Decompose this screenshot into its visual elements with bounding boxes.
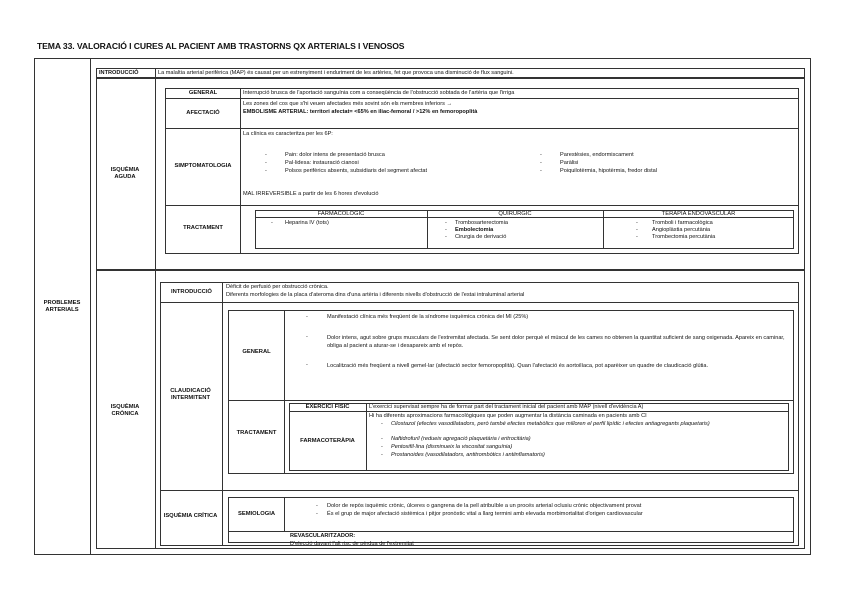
tract-head-endo: TERÀPIA ENDOVASCULAR <box>661 210 736 217</box>
simpt-intro: La clínica es caracteritza per les 6P: <box>243 131 333 137</box>
claud-label: CLAUDICACIÓ INTERMITENT <box>170 388 211 401</box>
afectacio-line1: Les zones del cos que s'hi veuen afectades més sovint són els membres inferiors → <box>243 101 453 107</box>
cronica-intro-label: INTRODUCCIÓ <box>171 289 212 295</box>
tract-endo-3: Trombectomia percutània <box>652 234 716 240</box>
farmaco-item-3: Pentoxifil·lina (disminueix la viscositat sanguínia) <box>391 444 513 450</box>
aguda-general-label: GENERAL <box>188 90 218 96</box>
section-label: PROBLEMES ARTERIALS <box>43 300 81 313</box>
farmaco-item-1: Cilostazol (efectes vasodilatadors, però també efectes metabòlics que milloren el perfil lipídic i efectes antiagregants plaquetaris) <box>391 421 710 427</box>
claud-general-1: Manifestació clínica més freqüent de la síndrome isquèmica crònica del MI (25%) <box>327 314 529 320</box>
tract-quir-3: Cirurgia de derivació <box>455 234 507 240</box>
tract-quir-2: Embolectomia <box>455 227 494 233</box>
afectacio-label: AFECTACIÓ <box>186 110 220 116</box>
simpt-right-2: Paràlisi <box>560 160 579 166</box>
simpt-left-2: Pal·lidesa: instauració cianosi <box>285 160 359 166</box>
aguda-general-text: Interrupció brusca de l'aportació sanguínia com a conseqüència de l'obstrucció sobtada de l'artèria que l'irriga <box>243 90 515 96</box>
claud-general-2: Dolor intens, agut sobre grups musculars de l'extremitat afectada. Se sent dolor perquè el múscul de les cames no obtenen la quantitat suficient de sang oxigenada. Apareix en caminar, obliga al pacient a aturar-se i desapareix amb el repòs. <box>327 335 785 349</box>
semio-label: SEMIOLOGIA <box>237 511 276 517</box>
simpt-right-3: Poiquilotèrmia, hipotèrmia, fredor distal <box>560 168 658 174</box>
claud-general-label: GENERAL <box>242 349 271 355</box>
exercici-text: L'exercici supervisat sempre ha de formar part del tractament inicial del pacient amb MAP (nivell d'evidència A) <box>369 403 644 410</box>
simpt-right-1: Parestèsies, endormiscament <box>560 152 634 158</box>
tract-endo-1: Tromboli i farmacològica <box>652 220 713 226</box>
simpt-left-1: Pain: dolor intens de presentació brusca <box>285 152 385 158</box>
revasc-text: D'elecció davant l'alt risc de pèrdua de l'extremitat <box>290 541 414 547</box>
tract-quir-1: Trombosarterectomia <box>455 220 508 226</box>
tract-farm-1: Heparina IV (tots) <box>285 220 329 226</box>
cronica-intro-line1: Dèficit de perfusió per obstrucció crònica. <box>226 284 329 290</box>
farmaco-item-2: Naftidrofuril (redueix agregació plaquetària i eritrocitària) <box>391 436 531 442</box>
farmaco-label: FARMACOTERÀPIA <box>300 438 355 444</box>
afectacio-line2: EMBOLISME ARTERIAL: territori afectat= <65% en iliac-femoral / >12% en femoropoplità <box>243 108 478 115</box>
critica-label: ISQUÈMIA CRÍTICA <box>163 513 218 519</box>
simpt-left-3: Polsos perifèrics absents, subsidiaris del segment afectat <box>285 168 428 174</box>
revasc-label: REVASCULARITZADOR: <box>290 533 356 539</box>
tract-endo-2: Angioplàstia percutània <box>652 227 711 233</box>
aguda-tract-label: TRACTAMENT <box>183 225 223 231</box>
claud-tract-label: TRACTAMENT <box>236 430 277 436</box>
tract-head-quir: QUIRÚRGIC <box>498 210 532 217</box>
intro-label: INTRODUCCIÓ <box>99 69 139 76</box>
simpt-note: MAL IRREVERSIBLE a partir de les 6 hores d'evolució <box>243 191 379 197</box>
farmaco-item-4: Prostanoides (vasodilatadors, antitrombòtics i antiinflamatoris) <box>391 452 545 458</box>
simpt-label: SIMPTOMATOLOGIA <box>174 163 232 169</box>
tract-head-farm: FARMACOLÒGIC <box>317 210 365 217</box>
semio-item-1: Dolor de repòs isquèmic crònic, úlceres o gangrena de la pell atribuïble a un procés arterial oclusiu crònic objectivament provat <box>327 503 642 509</box>
farmaco-intro: Hi ha diferents aproximacions farmacològiques que poden augmentar la distància caminada en pacients amb CI <box>369 413 647 419</box>
claud-general-3: Localització més freqüent a nivell gemel·lar (afectació sector femoropoplità). Quan l'afectació és aortoilíaca, pot aparèixer un quadre de claudicació glútia. <box>327 363 709 369</box>
exercici-label: EXERCICI FÍSIC <box>305 403 350 410</box>
page-title: TEMA 33. VALORACIÓ I CURES AL PACIENT AMB TRASTORNS QX ARTERIALS I VENOSOS <box>37 41 405 51</box>
intro-text: La malaltia arterial perifèrica (MAP) és causat per un estrenyiment i enduriment de les artèries, fet que provoca una disminució de flux sanguini. <box>158 69 514 76</box>
semio-item-2: És el grup de major afectació sistèmica i pitjor pronòstic vital a llarg termini amb elevada morbimortalitat d'origen cardiovascular <box>327 511 643 517</box>
aguda-label: ISQUÈMIA AGUDA <box>110 167 140 180</box>
cronica-intro-line2: Diferents morfologies de la placa d'ateroma dins d'una artèria i diferents nivells d'obstrucció de l'estai intraluminal arterial <box>226 292 525 298</box>
cronica-label: ISQUÈMIA CRÒNICA <box>110 404 140 417</box>
